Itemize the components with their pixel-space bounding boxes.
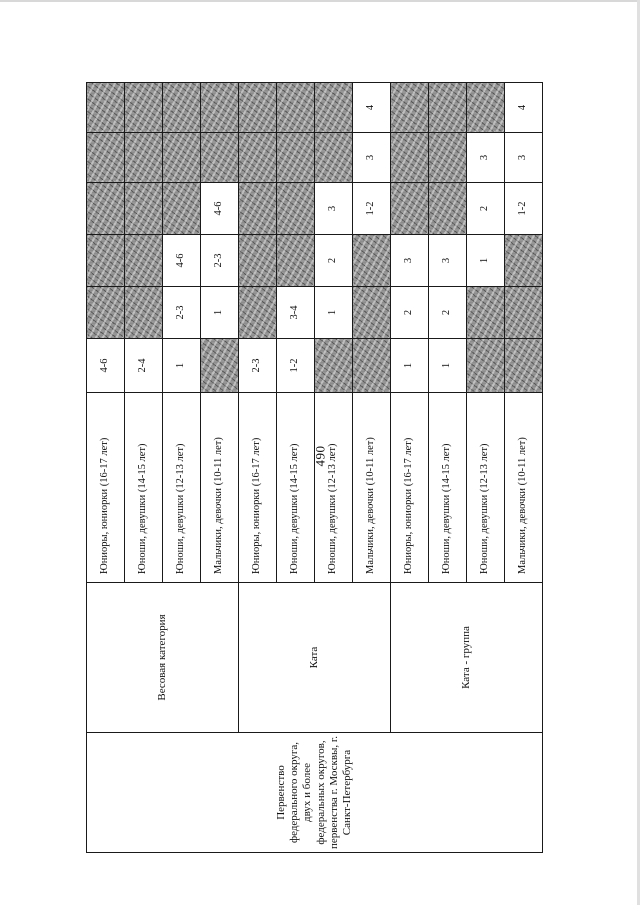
shaded-cell (391, 183, 429, 235)
shaded-cell (391, 83, 429, 133)
age-group-cell: Юниоры, юниорки (16-17 лет) (87, 393, 125, 583)
place-cell: 3 (353, 133, 391, 183)
place-cell: 2-3 (163, 287, 201, 339)
shaded-cell (239, 235, 277, 287)
place-cell: 3 (467, 133, 505, 183)
place-cell: 2 (391, 287, 429, 339)
place-cell: 4 (353, 83, 391, 133)
shaded-cell (125, 235, 163, 287)
shaded-cell (391, 133, 429, 183)
scan-edge-top (0, 0, 640, 2)
shaded-cell (505, 235, 543, 287)
shaded-cell (353, 339, 391, 393)
shaded-cell (87, 235, 125, 287)
shaded-cell (239, 83, 277, 133)
shaded-cell (353, 235, 391, 287)
place-cell: 2-4 (125, 339, 163, 393)
shaded-cell (87, 133, 125, 183)
age-group-cell: Мальчики, девочки (10-11 лет) (505, 393, 543, 583)
shaded-cell (277, 183, 315, 235)
shaded-cell (201, 339, 239, 393)
shaded-cell (87, 287, 125, 339)
place-cell: 3 (391, 235, 429, 287)
shaded-cell (125, 183, 163, 235)
ranking-table-body (87, 83, 543, 853)
shaded-cell (239, 287, 277, 339)
shaded-cell (429, 133, 467, 183)
place-cell: 2 (467, 183, 505, 235)
place-cell: 1 (429, 339, 467, 393)
place-cell: 2 (315, 235, 353, 287)
place-cell: 1 (163, 339, 201, 393)
place-cell: 3-4 (277, 287, 315, 339)
ranking-table (86, 82, 543, 853)
shaded-cell (315, 133, 353, 183)
place-cell: 1-2 (353, 183, 391, 235)
shaded-cell (505, 287, 543, 339)
shaded-cell (125, 83, 163, 133)
place-cell: 3 (315, 183, 353, 235)
shaded-cell (429, 83, 467, 133)
shaded-cell (467, 83, 505, 133)
shaded-cell (163, 83, 201, 133)
shaded-cell (239, 183, 277, 235)
shaded-cell (429, 183, 467, 235)
shaded-cell (505, 339, 543, 393)
place-cell: 1-2 (505, 183, 543, 235)
shaded-cell (315, 339, 353, 393)
competition-name-cell: Первенство федерального округа, двух и более федеральных округов, первенства г. Москвы, г. Санкт-Петербурга (87, 733, 543, 853)
age-group-cell: Юноши, девушки (14-15 лет) (429, 393, 467, 583)
shaded-cell (353, 287, 391, 339)
discipline-cell: Весовая категория (87, 583, 239, 733)
shaded-cell (467, 339, 505, 393)
shaded-cell (87, 183, 125, 235)
age-group-cell: Юноши, девушки (14-15 лет) (125, 393, 163, 583)
place-cell: 3 (429, 235, 467, 287)
place-cell: 1 (201, 287, 239, 339)
age-group-cell: Юниоры, юниорки (16-17 лет) (391, 393, 429, 583)
shaded-cell (315, 83, 353, 133)
shaded-cell (239, 133, 277, 183)
table-row (87, 83, 125, 853)
place-cell: 2-3 (201, 235, 239, 287)
shaded-cell (163, 133, 201, 183)
place-cell: 4-6 (87, 339, 125, 393)
shaded-cell (277, 133, 315, 183)
place-cell: 1 (315, 287, 353, 339)
page-number-text: 490 (312, 445, 327, 467)
place-cell: 1-2 (277, 339, 315, 393)
place-cell: 2 (429, 287, 467, 339)
place-cell: 4-6 (201, 183, 239, 235)
place-cell: 1 (467, 235, 505, 287)
age-group-cell: Юниоры, юниорки (16-17 лет) (239, 393, 277, 583)
place-cell: 4-6 (163, 235, 201, 287)
shaded-cell (277, 83, 315, 133)
age-group-cell: Юноши, девушки (14-15 лет) (277, 393, 315, 583)
shaded-cell (87, 83, 125, 133)
age-group-cell: Юноши, девушки (12-13 лет) (315, 393, 353, 583)
place-cell: 3 (505, 133, 543, 183)
age-group-cell: Юноши, девушки (12-13 лет) (163, 393, 201, 583)
shaded-cell (125, 133, 163, 183)
age-group-cell: Мальчики, девочки (10-11 лет) (201, 393, 239, 583)
shaded-cell (201, 133, 239, 183)
place-cell: 4 (505, 83, 543, 133)
place-cell: 2-3 (239, 339, 277, 393)
age-group-cell: Мальчики, девочки (10-11 лет) (353, 393, 391, 583)
shaded-cell (125, 287, 163, 339)
place-cell: 1 (391, 339, 429, 393)
shaded-cell (467, 287, 505, 339)
rotated-table-container (86, 82, 542, 852)
discipline-cell: Ката - группа (391, 583, 543, 733)
discipline-cell: Ката (239, 583, 391, 733)
shaded-cell (201, 83, 239, 133)
age-group-cell: Юноши, девушки (12-13 лет) (467, 393, 505, 583)
shaded-cell (163, 183, 201, 235)
shaded-cell (277, 235, 315, 287)
